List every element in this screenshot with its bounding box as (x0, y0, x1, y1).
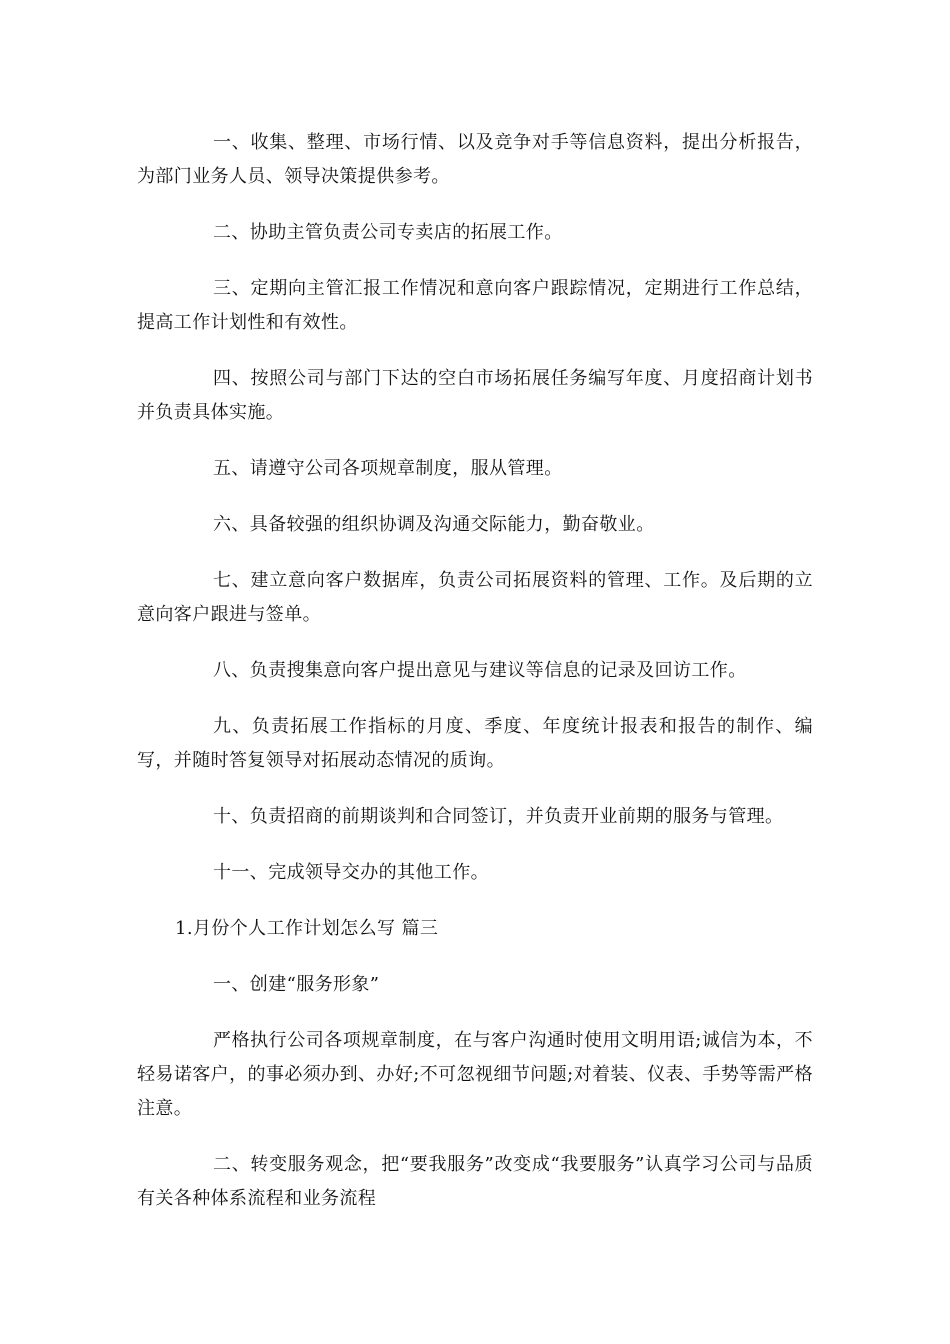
section-heading: 1.月份个人工作计划怎么写 篇三 (175, 918, 439, 939)
paragraph-duty-4: 四、按照公司与部门下达的空白市场拓展任务编写年度、月度招商计划书并负责具体实施。 (137, 368, 813, 423)
paragraph-duty-10: 十、负责招商的前期谈判和合同签订，并负责开业前期的服务与管理。 (213, 806, 784, 827)
paragraph-duty-11: 十一、完成领导交办的其他工作。 (213, 862, 489, 883)
paragraph-service-concept: 二、转变服务观念，把“要我服务”改变成“我要服务”认真学习公司与品质有关各种体系流程和业务流程 (137, 1154, 813, 1209)
paragraph-duty-3: 三、定期向主管汇报工作情况和意向客户跟踪情况，定期进行工作总结，提高工作计划性和有效性。 (137, 278, 813, 333)
paragraph-duty-2: 二、协助主管负责公司专卖店的拓展工作。 (213, 222, 563, 243)
paragraph-service-image-title: 一、创建“服务形象” (213, 974, 380, 995)
paragraph-duty-5: 五、请遵守公司各项规章制度，服从管理。 (213, 458, 563, 479)
paragraph-duty-6: 六、具备较强的组织协调及沟通交际能力，勤奋敬业。 (213, 514, 655, 535)
paragraph-duty-8: 八、负责搜集意向客户提出意见与建议等信息的记录及回访工作。 (213, 660, 747, 681)
paragraph-duty-7: 七、建立意向客户数据库，负责公司拓展资料的管理、工作。及后期的立意向客户跟进与签单。 (137, 570, 813, 625)
paragraph-duty-1: 一、收集、整理、市场行情、以及竞争对手等信息资料，提出分析报告，为部门业务人员、领导决策提供参考。 (137, 132, 813, 187)
paragraph-duty-9: 九、负责拓展工作指标的月度、季度、年度统计报表和报告的制作、编写，并随时答复领导对拓展动态情况的质询。 (137, 716, 813, 771)
document-body (137, 126, 813, 1238)
paragraph-service-image-body: 严格执行公司各项规章制度，在与客户沟通时使用文明用语;诚信为本，不轻易诺客户，的事必须办到、办好;不可忽视细节问题;对着装、仪表、手势等需严格注意。 (137, 1030, 813, 1119)
